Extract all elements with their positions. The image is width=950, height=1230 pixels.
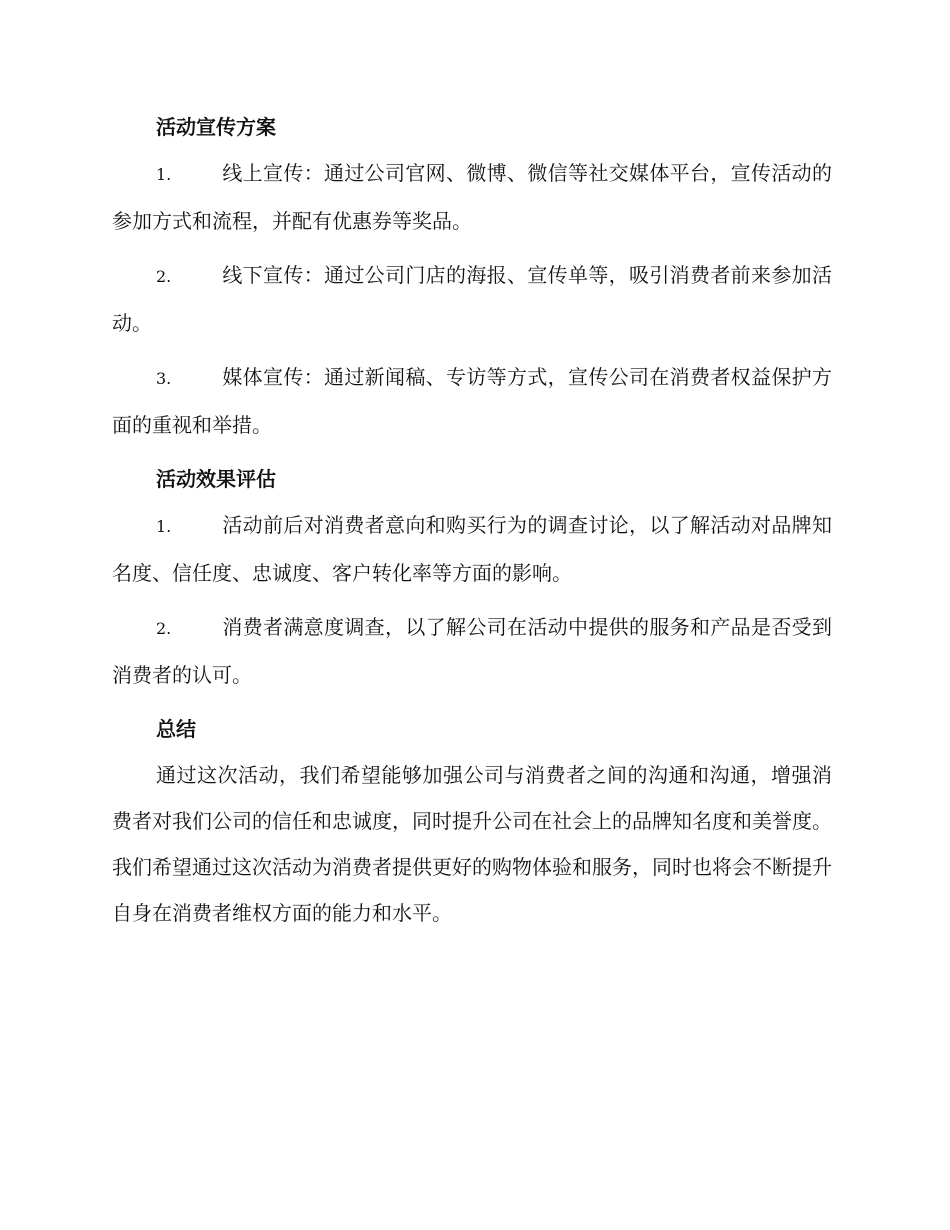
document-body (112, 104, 832, 936)
list-item (112, 604, 832, 698)
list-number: 1. (156, 165, 172, 184)
list-number: 3. (156, 369, 172, 388)
list-item (112, 354, 832, 448)
list-item (112, 150, 832, 244)
list-item (112, 502, 832, 596)
section-heading-summary: 总结 (156, 717, 196, 741)
list-number: 2. (156, 267, 172, 286)
list-number: 2. (156, 619, 172, 638)
list-text: 活动前后对消费者意向和购买行为的调查讨论，以了解活动对品牌知名度、信任度、忠诚度、客户转化率等方面的影响。 (112, 513, 832, 585)
section-heading-promotion: 活动宣传方案 (156, 115, 276, 139)
list-item (112, 252, 832, 346)
section-heading-evaluation: 活动效果评估 (156, 467, 276, 491)
list-text: 消费者满意度调查，以了解公司在活动中提供的服务和产品是否受到消费者的认可。 (112, 615, 832, 687)
summary-paragraph: 通过这次活动，我们希望能够加强公司与消费者之间的沟通和沟通，增强消费者对我们公司的信任和忠诚度，同时提升公司在社会上的品牌知名度和美誉度。我们希望通过这次活动为消费者提供更好的购物体验和服务，同时也将会不断提升自身在消费者维权方面的能力和水平。 (112, 763, 832, 925)
list-text: 线上宣传：通过公司官网、微博、微信等社交媒体平台，宣传活动的参加方式和流程，并配有优惠券等奖品。 (112, 161, 832, 233)
list-number: 1. (156, 517, 172, 536)
list-text: 媒体宣传：通过新闻稿、专访等方式，宣传公司在消费者权益保护方面的重视和举措。 (112, 365, 832, 437)
list-text: 线下宣传：通过公司门店的海报、宣传单等，吸引消费者前来参加活动。 (112, 263, 832, 335)
